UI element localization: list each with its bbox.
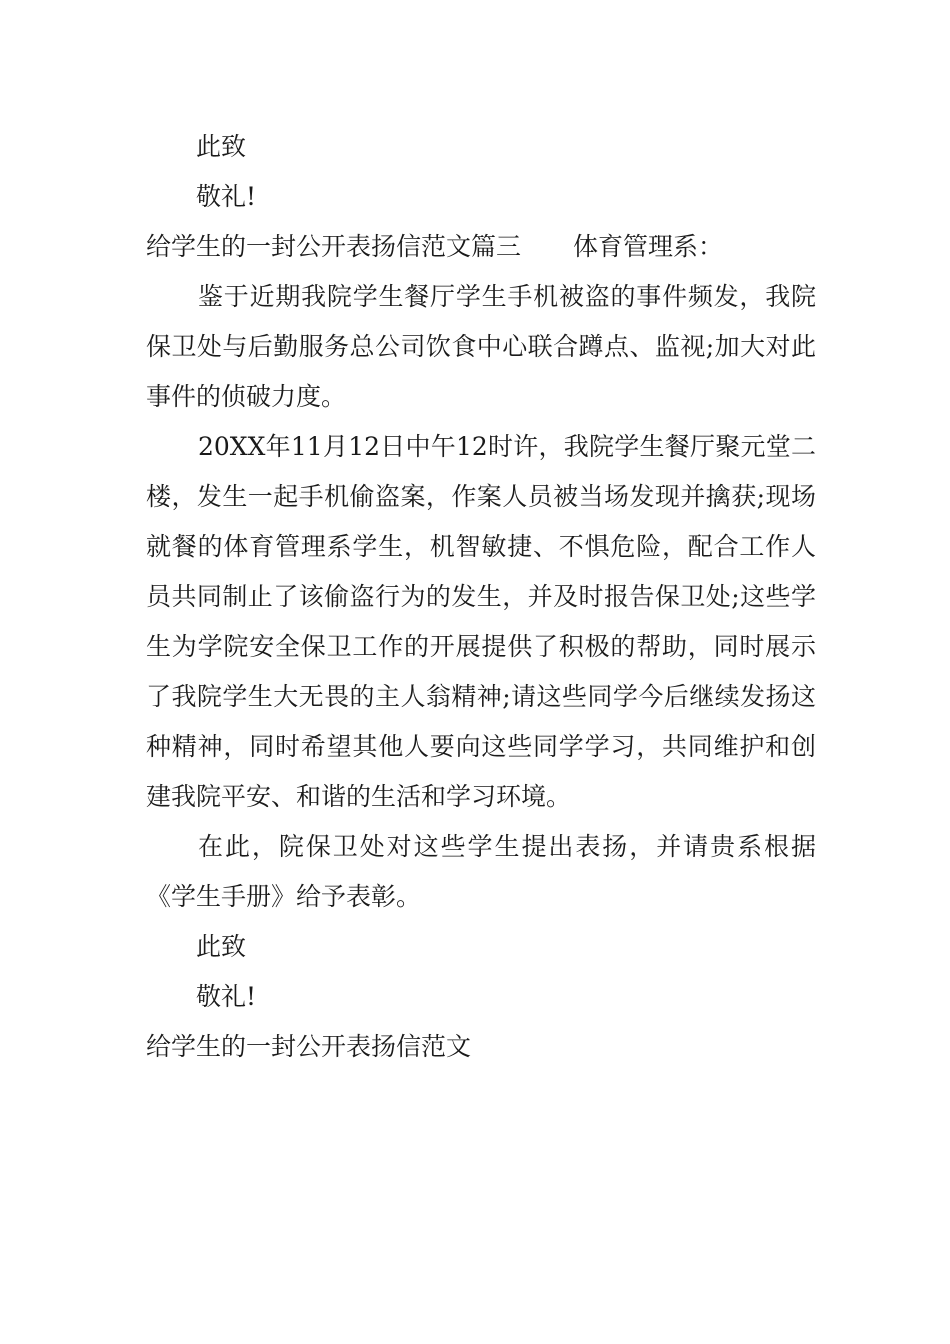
body-paragraph: 20XX年11月12日中午12时许，我院学生餐厅聚元堂二楼，发生一起手机偷盗案，作案人员被当场发现并擒获;现场就餐的体育管理系学生，机智敏捷、不惧危险，配合工作人员共同制止了该偷盗行为的发生，并及时报告保卫处;这些学生为学院安全保卫工作的开展提供了积极的帮助，同时展示了我院学生大无畏的主人翁精神;请这些同学今后继续发扬这种精神，同时希望其他人要向这些同学学习，共同维护和创建我院平安、和谐的生活和学习环境。 — [146, 432, 816, 811]
body-paragraph: 在此，院保卫处对这些学生提出表扬，并请贵系根据《学生手册》给予表彰。 — [146, 832, 816, 911]
document-page — [146, 122, 816, 1072]
section-title: 给学生的一封公开表扬信范文篇三 — [146, 232, 522, 261]
addressee: 体育管理系： — [573, 232, 724, 261]
closing-salutation: 此致 — [196, 132, 247, 161]
body-paragraph: 鉴于近期我院学生餐厅学生手机被盗的事件频发，我院保卫处与后勤服务总公司饮食中心联合蹲点、监视;加大对此事件的侦破力度。 — [146, 282, 816, 411]
closing-respect: 敬礼! — [196, 982, 257, 1011]
footer-title: 给学生的一封公开表扬信范文 — [146, 1032, 472, 1061]
closing-respect: 敬礼! — [196, 182, 257, 211]
section-heading — [146, 222, 816, 272]
closing-salutation: 此致 — [196, 932, 247, 961]
